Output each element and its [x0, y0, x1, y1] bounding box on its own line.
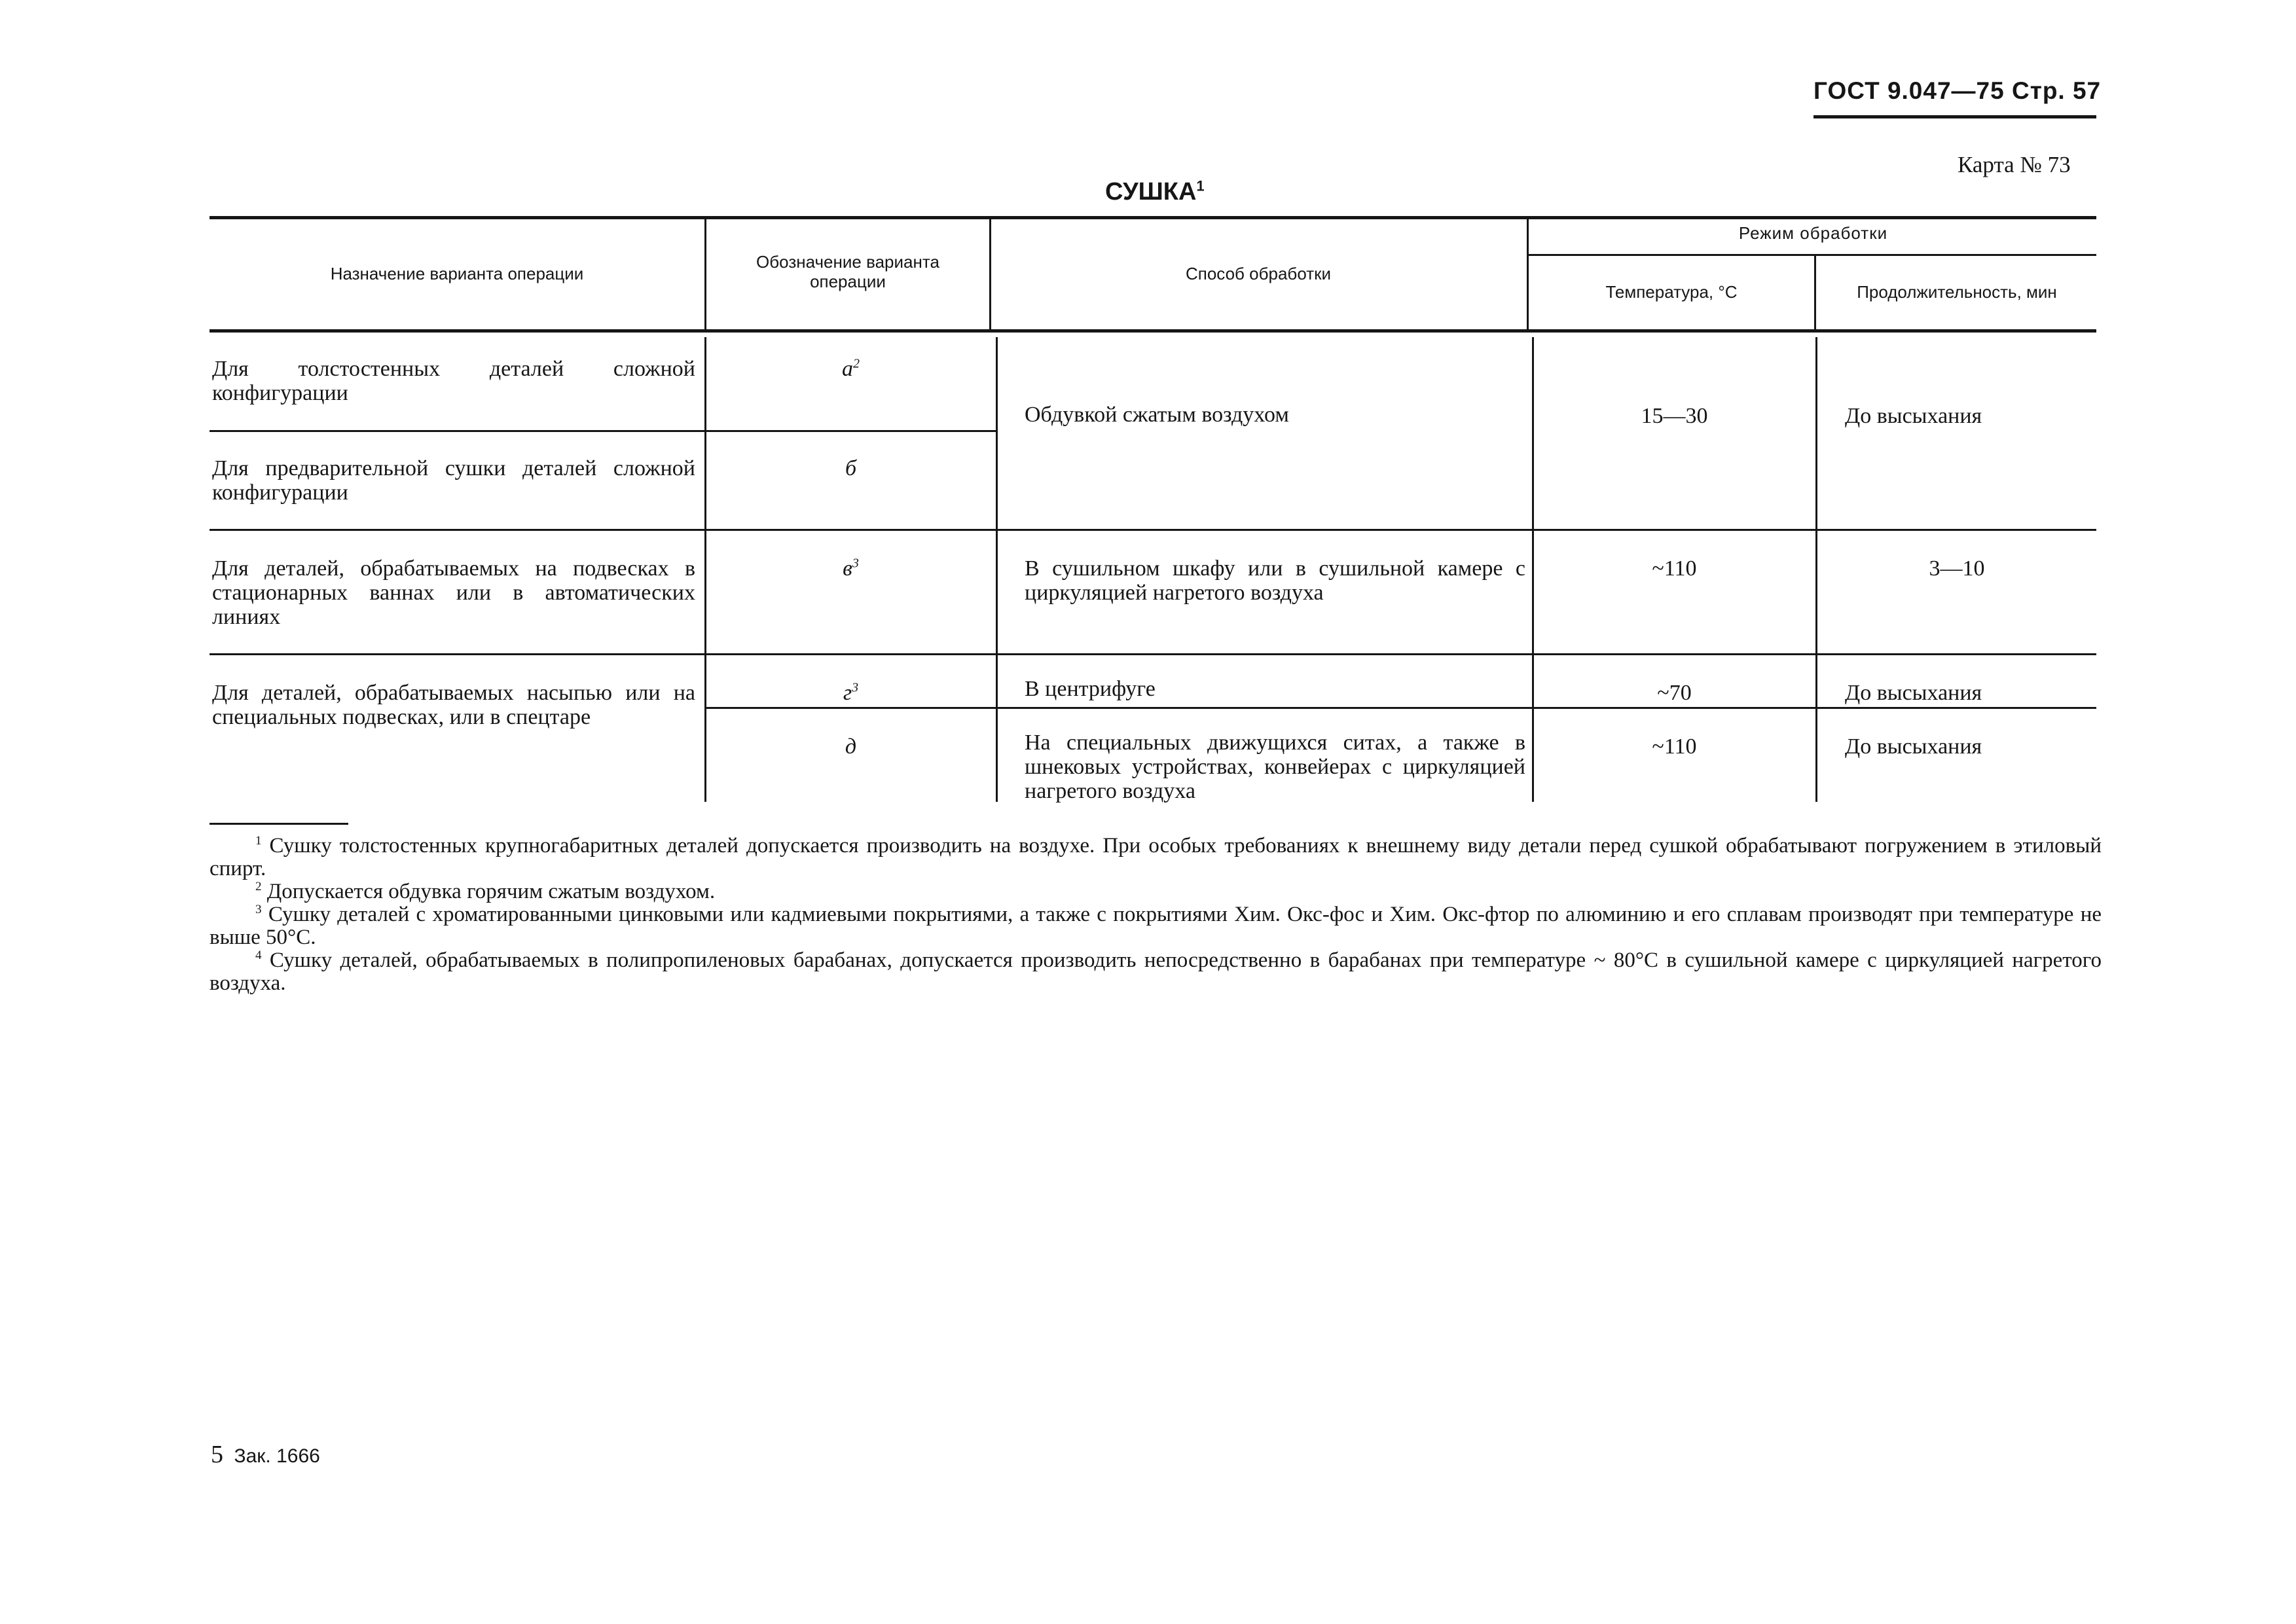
- col-header-duration: Продолжительность, мин: [1857, 282, 2057, 302]
- row-rule: [706, 430, 996, 432]
- mode-subheader-rule: [1529, 254, 2096, 256]
- variant-cell: [708, 681, 993, 706]
- temperature-cell: ~70: [1657, 681, 1692, 705]
- page-footer: [211, 1440, 320, 1469]
- variant-cell: [708, 556, 993, 581]
- method-cell: На специальных движущихся ситах, а также в шнековых устройствах, конвейерах с циркуляцией нагретого воздуха: [1025, 731, 1525, 803]
- variant-letter: б: [845, 456, 857, 480]
- variant-ref: 3: [852, 556, 859, 571]
- footnote: [210, 903, 2102, 949]
- table-top-rule: [210, 216, 2096, 219]
- purpose-cell: Для деталей, обрабатываемых насыпью или на специальных подвесках, или в спецтаре: [212, 681, 695, 729]
- variant-letter: в: [843, 556, 852, 581]
- card-number: Карта № 73: [1958, 152, 2071, 177]
- row-rule: [706, 707, 2096, 709]
- variant-cell: [708, 456, 993, 481]
- body-divider: [996, 337, 998, 802]
- variant-cell: [708, 734, 993, 759]
- method-cell: Обдувкой сжатым воздухом: [1025, 403, 1289, 427]
- header-underline: [1813, 115, 2096, 118]
- variant-ref: 2: [853, 356, 860, 371]
- col-header-method: Способ обработки: [1185, 264, 1332, 283]
- order-number: Зак. 1666: [234, 1445, 320, 1467]
- variant-ref: 3: [852, 680, 859, 695]
- purpose-cell: Для толстостенных деталей сложной конфигурации: [212, 357, 695, 405]
- temperature-cell: ~110: [1652, 556, 1697, 581]
- footnote: [210, 835, 2102, 880]
- footnote-text: Допускается обдувка горячим сжатым воздухом.: [266, 880, 716, 903]
- footnote-number: 4: [255, 948, 262, 962]
- method-cell: В сушильном шкафу или в сушильной камере с циркуляцией нагретого воздуха: [1025, 556, 1525, 605]
- temperature-cell: ~110: [1652, 734, 1697, 759]
- header-divider: [1814, 256, 1816, 331]
- footnote-number: 2: [255, 880, 262, 893]
- footnote-number: 1: [255, 834, 262, 848]
- header-divider: [1527, 218, 1529, 331]
- header-bottom-rule: [210, 329, 2096, 333]
- row-rule: [210, 653, 2096, 655]
- body-divider: [1815, 337, 1817, 802]
- row-rule: [210, 529, 2096, 531]
- footnote-text: Сушку толстостенных крупногабаритных деталей допускается производить на воздухе. При особых требованиях к внешнему виду детали перед сушкой обрабатывают погружением в этиловый спирт.: [210, 834, 2102, 880]
- title-footnote-ref: 1: [1196, 177, 1205, 194]
- body-divider: [704, 337, 706, 802]
- duration-cell: 3—10: [1929, 556, 1985, 581]
- title-text: СУШКА: [1105, 178, 1197, 206]
- variant-cell: [708, 357, 993, 382]
- col-header-mode: Режим обработки: [1738, 223, 1888, 243]
- footnote: [210, 949, 2102, 995]
- duration-cell: До высыхания: [1845, 681, 1982, 705]
- purpose-cell: Для предварительной сушки деталей сложной конфигурации: [212, 456, 695, 505]
- footnote-text: Сушку деталей с хроматированными цинковыми или кадмиевыми покрытиями, а также с покрытиями Хим. Окс-фос и Хим. Окс-фтор по алюминию и его сплавам производят при температуре не выше 50°С.: [210, 903, 2102, 949]
- variant-letter: г: [843, 681, 852, 705]
- page-title: [1105, 178, 1205, 206]
- duration-cell: До высыхания: [1845, 734, 1982, 759]
- footnote-number: 3: [255, 903, 262, 916]
- purpose-cell: Для деталей, обрабатываемых на подвесках в стационарных ваннах или в автоматических линиях: [212, 556, 695, 629]
- duration-cell: До высыхания: [1845, 404, 1982, 428]
- header-divider: [989, 218, 991, 331]
- col-header-temperature: Температура, °С: [1605, 282, 1738, 302]
- col-header-purpose: Назначение варианта операции: [330, 264, 584, 283]
- variant-letter: а: [842, 357, 853, 381]
- header-divider: [704, 218, 706, 331]
- footnote-separator: [210, 823, 348, 825]
- footnote-text: Сушку деталей, обрабатываемых в полипропиленовых барабанах, допускается производить непосредственно в барабанах при температуре ~ 80°С в сушильной камере с циркуляцией нагретого воздуха.: [210, 948, 2102, 995]
- temperature-cell: 15—30: [1641, 404, 1708, 428]
- method-cell: В центрифуге: [1025, 677, 1156, 701]
- page-number: 5: [211, 1441, 223, 1468]
- standard-header: ГОСТ 9.047—75 Стр. 57: [1813, 77, 2102, 104]
- footnote: [210, 880, 2102, 903]
- variant-letter: д: [845, 734, 857, 759]
- body-divider: [1532, 337, 1534, 802]
- row-rule: [210, 430, 707, 432]
- col-header-variant: Обозначение варианта операции: [756, 252, 939, 291]
